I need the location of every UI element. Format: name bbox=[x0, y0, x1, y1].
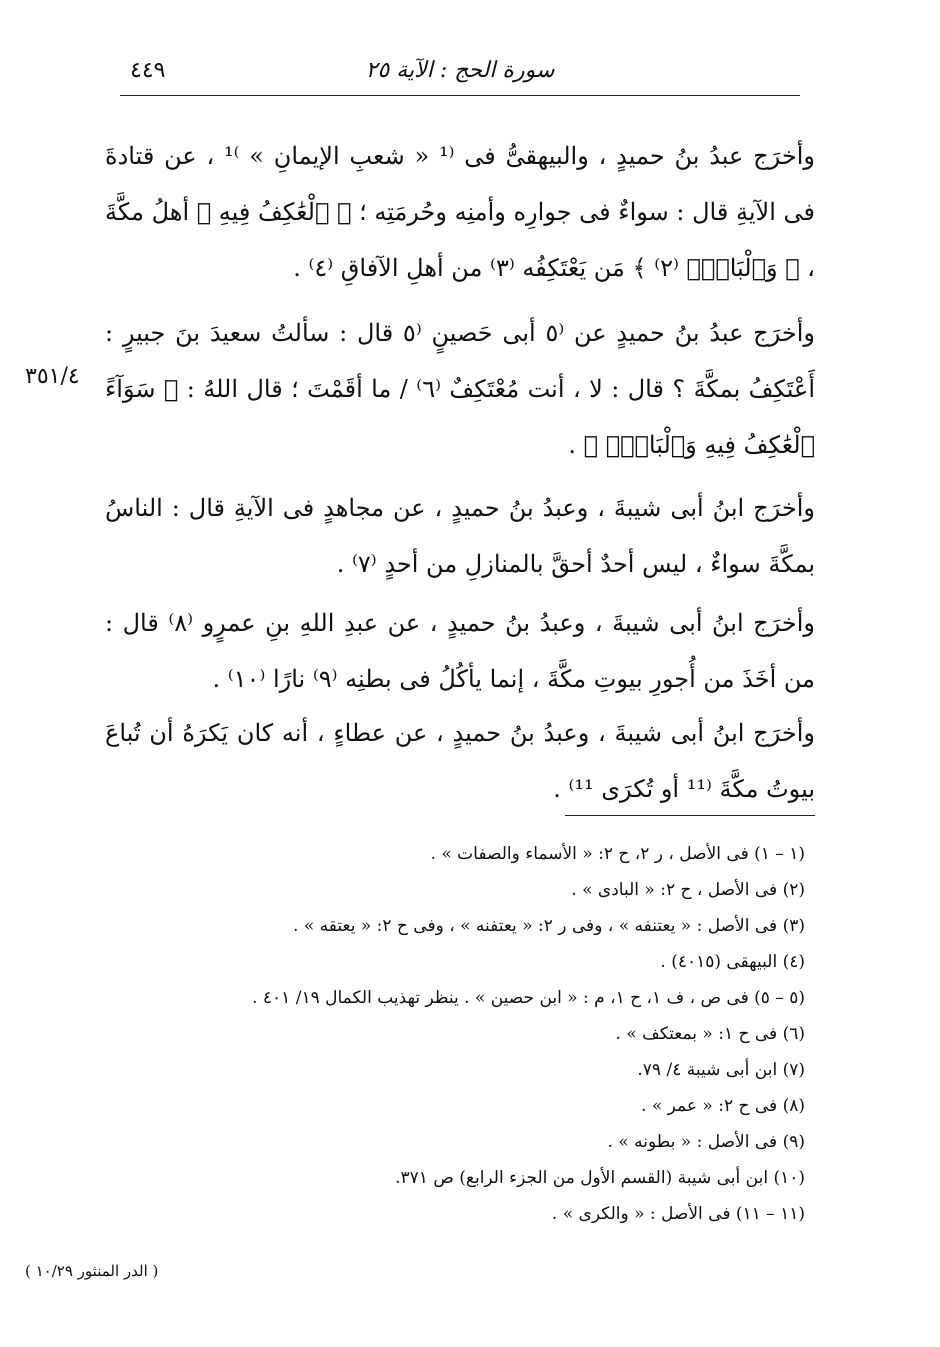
footnote: (١١ – ١١) فى الأصل : « والكرى » . bbox=[551, 1204, 805, 1224]
paragraph-3-block bbox=[105, 480, 815, 592]
footnote: (٥ – ٥) فى ص ، ف ١، ح ١، م : « ابن حصين » . ينظر تهذيب الكمال ١٩/ ٤٠١ . bbox=[252, 988, 805, 1008]
footnotes bbox=[105, 836, 805, 1232]
footnote: (٣) فى الأصل : « يعتنفه » ، وفى ر ٢: « يعتفنه » ، وفى ح ٢: « يعتقه » . bbox=[293, 916, 805, 936]
footnote: (١٠) ابن أبى شيبة (القسم الأول من الجزء الرابع) ص ٣٧١. bbox=[395, 1168, 805, 1188]
footnote: (٨) فى ح ٢: « عمر » . bbox=[641, 1096, 805, 1116]
paragraph-4-block bbox=[105, 595, 815, 707]
footnote: (٢) فى الأصل ، ح ٢: « البادى » . bbox=[571, 880, 805, 900]
header-rule bbox=[120, 95, 800, 96]
footnote: (٤) البيهقى (٤٠١٥) . bbox=[660, 952, 805, 972]
surah-title: سورة الحج : الآية ٢٥ bbox=[365, 58, 555, 83]
footnote: (٦) فى ح ١: « بمعتكف » . bbox=[615, 1024, 805, 1044]
paragraph-1-block bbox=[105, 128, 815, 296]
paragraph-5-block bbox=[105, 705, 815, 817]
footnote: (٩) فى الأصل : « بطونه » . bbox=[607, 1132, 805, 1152]
paragraph: وأخرَج عبدُ بنُ حميدٍ ، والبيهقىُّ فى ⁽¹ « شعبِ الإيمانِ » ⁾¹ ، عن قتادةَ فى الآيةِ قال : سواءٌ فى جوارِه وأمنِه وحُرمَتِه ؛ ﴿ ٱلْعَٰكِفُ فِيهِ ﴾ أهلُ مكَّةَ ، ﴿ وَٱلْبَادِۚ ⁽٢⁾ ﴾ مَن يَعْتَكِفُه ⁽٣⁾ من أهلِ الآفاقِ ⁽٤⁾ . bbox=[105, 142, 815, 282]
paragraph-2-block bbox=[105, 305, 815, 473]
page-number: ٤٤٩ bbox=[130, 58, 166, 83]
page-footer: ( الدر المنثور ١٠/٢٩ ) bbox=[25, 1262, 159, 1280]
footnote: (٧) ابن أبى شيبة ٤/ ٧٩. bbox=[637, 1060, 805, 1080]
margin-reference: ٣٥١/٤ bbox=[25, 364, 80, 389]
paragraph: وأخرَج ابنُ أبى شيبةَ ، وعبدُ بنُ حميدٍ ، عن عبدِ اللهِ بنِ عمرٍو ⁽٨⁾ قال : من أخَذَ من أُجورِ بيوتِ مكَّةَ ، إنما يأكُلُ فى بطنِه ⁽٩⁾ نارًا ⁽١٠⁾ . bbox=[105, 609, 815, 693]
paragraph: وأخرَج ابنُ أبى شيبةَ ، وعبدُ بنُ حميدٍ ، عن عطاءٍ ، أنه كان يَكرَهُ أن تُباعَ بيوتُ مكَّةَ ⁽¹¹ أو تُكرَى ¹¹⁾ . bbox=[105, 719, 815, 803]
footnote-rule bbox=[565, 815, 815, 816]
paragraph: وأخرَج عبدُ بنُ حميدٍ عن ⁽٥ أبى حَصينٍ ⁽٥ قال : سألتُ سعيدَ بنَ جبيرٍ : أَعْتَكِفُ بمكَّةَ ؟ قال : لا ، أنت مُعْتَكِفٌ ⁽٦⁾ / ما أقَمْتَ ؛ قال اللهُ : ﴿ سَوَآءً ٱلْعَٰكِفُ فِيهِ وَٱلْبَادِۚ ﴾ . bbox=[105, 319, 815, 459]
paragraph: وأخرَج ابنُ أبى شيبةَ ، وعبدُ بنُ حميدٍ ، عن مجاهدٍ فى الآيةِ قال : الناسُ بمكَّةَ سواءٌ ، ليس أحدٌ أحقَّ بالمنازلِ من أحدٍ ⁽٧⁾ . bbox=[105, 494, 815, 578]
footnote: (١ – ١) فى الأصل ، ر ٢، ح ٢: « الأسماء والصفات » . bbox=[430, 844, 805, 864]
page-header bbox=[120, 50, 800, 96]
